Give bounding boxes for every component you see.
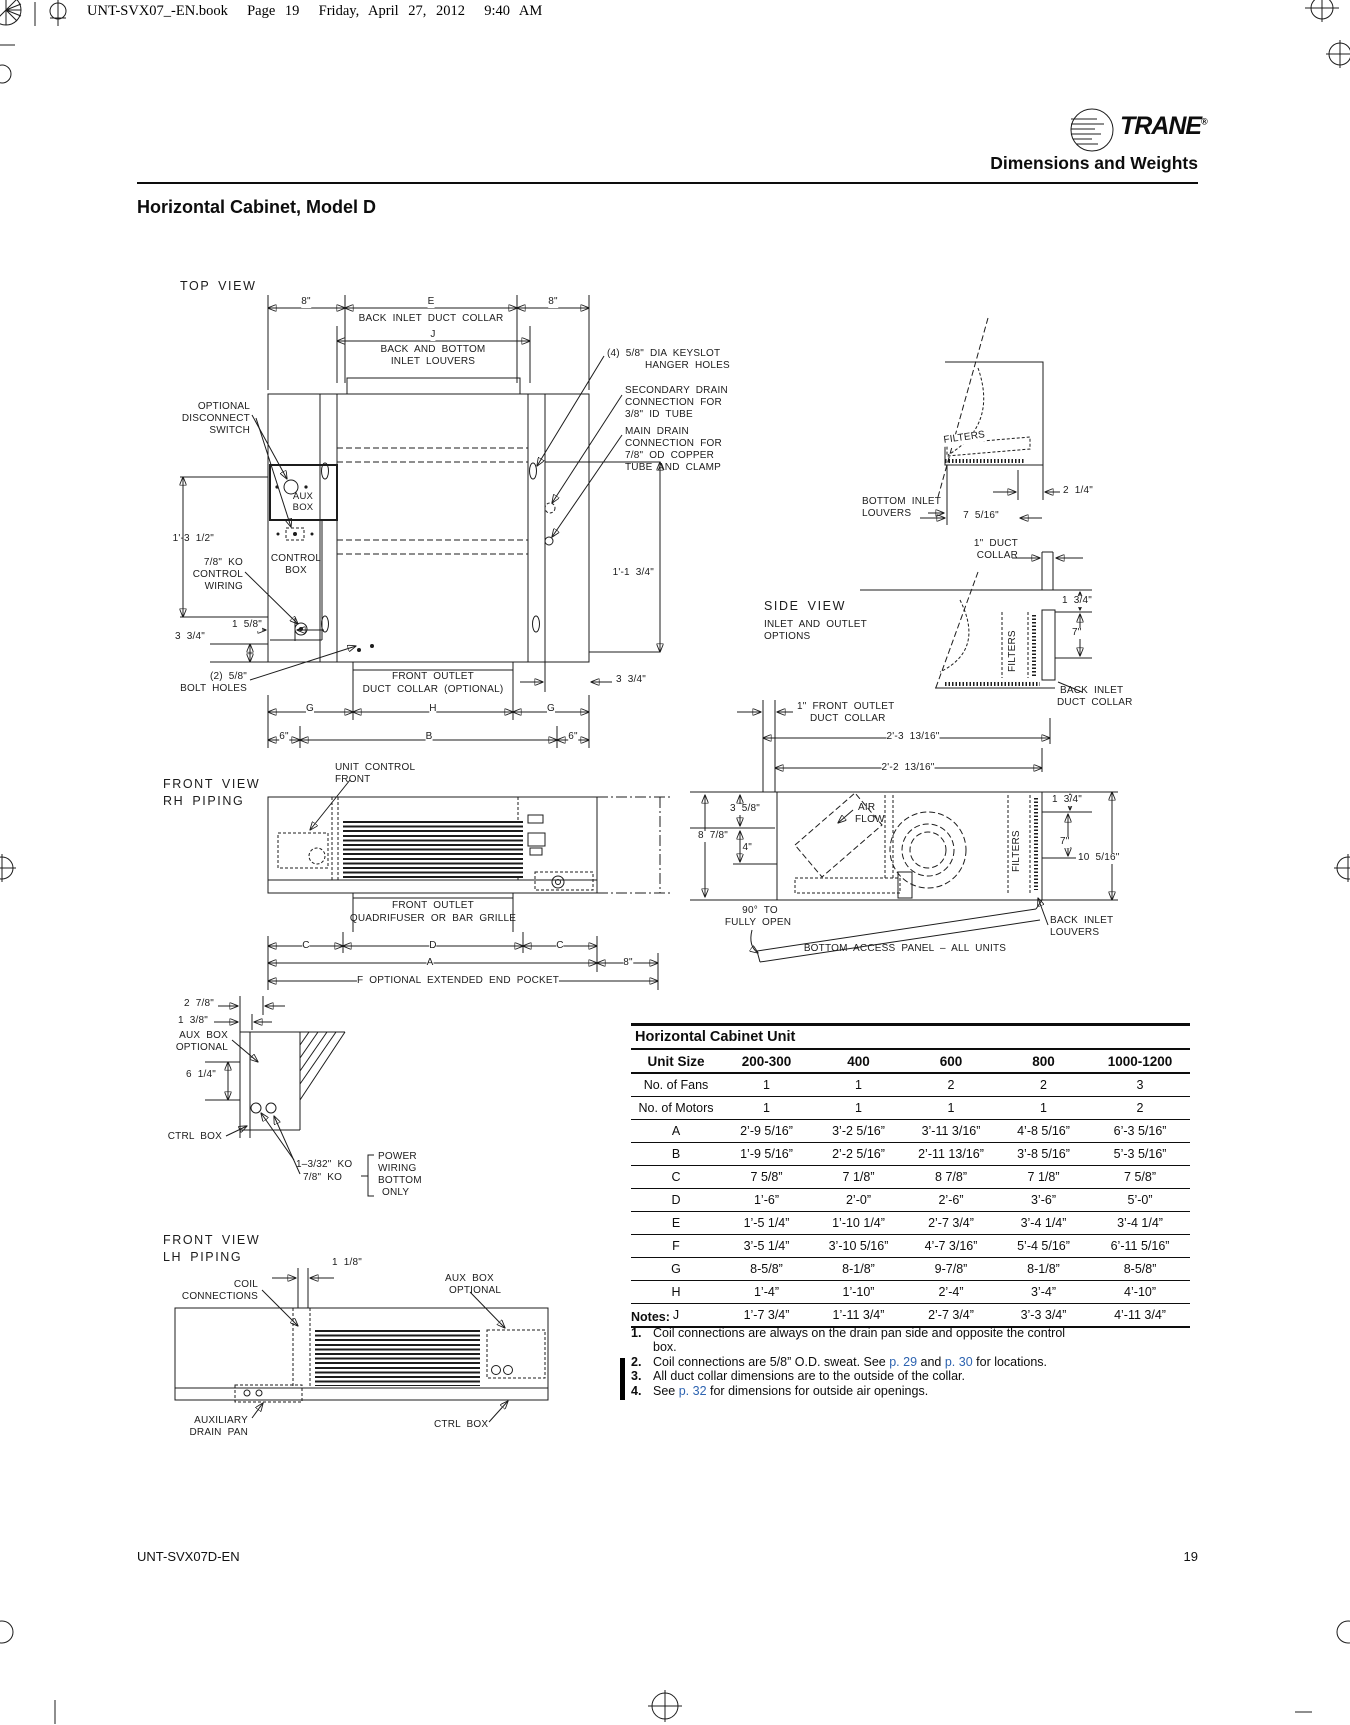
8: 8"	[301, 296, 311, 307]
row-label: D	[631, 1189, 721, 1212]
only: ONLY	[382, 1187, 410, 1198]
table-cell: 3’-8 5/16”	[997, 1143, 1090, 1166]
note-text	[653, 1369, 1191, 1384]
table-cell: 1	[721, 1073, 812, 1097]
connection-for: CONNECTION FOR	[625, 438, 722, 449]
note-number: 4.	[631, 1383, 642, 1398]
table-row	[631, 1235, 1190, 1258]
table-cell: 1’-4”	[721, 1281, 812, 1304]
box: BOX	[292, 502, 314, 513]
table-cell: 3’-4 1/4”	[1090, 1212, 1190, 1235]
4-5-8-dia-keyslot: (4) 5/8" DIA KEYSLOT	[607, 348, 721, 359]
table-row	[631, 1097, 1190, 1120]
table-cell: 8-5/8”	[721, 1258, 812, 1281]
note-segment: and	[917, 1354, 945, 1369]
row-label: F	[631, 1235, 721, 1258]
page-link[interactable]: p. 32	[678, 1383, 707, 1398]
row-label: C	[631, 1166, 721, 1189]
power: POWER	[378, 1151, 417, 1162]
90-to: 90° TO	[742, 905, 778, 916]
table-cell: 8-5/8”	[1090, 1258, 1190, 1281]
back-inlet: BACK INLET	[1060, 685, 1124, 696]
tube-and-clamp: TUBE AND CLAMP	[625, 462, 722, 473]
note-item	[631, 1384, 1191, 1399]
table-row	[631, 1166, 1190, 1189]
table-cell: 1	[812, 1097, 905, 1120]
table-cell: 5’-0”	[1090, 1189, 1190, 1212]
note-segment: for dimensions for outside air openings.	[706, 1383, 929, 1398]
j: J	[430, 329, 436, 340]
table-cell: 2’-7 3/4”	[905, 1304, 997, 1328]
note-item	[631, 1326, 1191, 1355]
table-cell: 2	[997, 1073, 1090, 1097]
optional: OPTIONAL	[197, 401, 250, 412]
table-cell: 2’-2 5/16”	[812, 1143, 905, 1166]
note-segment: box.	[653, 1340, 677, 1354]
table-row	[631, 1258, 1190, 1281]
table-cell: 7 1/8”	[997, 1166, 1090, 1189]
duct-collar: DUCT COLLAR	[1057, 697, 1133, 708]
row-label: No. of Fans	[631, 1073, 721, 1097]
table-cell: 1’-7 3/4”	[721, 1304, 812, 1328]
front-view-rh-art	[268, 780, 658, 990]
1-3-4: 1 3/4"	[1062, 595, 1092, 606]
front-outlet: FRONT OUTLET	[392, 671, 474, 682]
coil: COIL	[233, 1279, 258, 1290]
filters: FILTERS	[942, 429, 986, 446]
control: CONTROL	[270, 553, 322, 564]
table-title-row	[631, 1025, 1190, 1050]
1-front-outlet: 1" FRONT OUTLET	[797, 701, 895, 712]
notes-heading: Notes:	[631, 1310, 670, 1324]
bolt-holes: BOLT HOLES	[180, 683, 247, 694]
7-5-16: 7 5/16"	[963, 510, 999, 521]
g: G	[306, 703, 314, 714]
front: FRONT	[335, 774, 371, 785]
section-heading: Dimensions and Weights	[990, 153, 1198, 173]
table-cell: 1’-10 1/4”	[812, 1212, 905, 1235]
table-cell: 2’-11 13/16”	[905, 1143, 997, 1166]
back-inlet: BACK INLET	[1050, 915, 1114, 926]
row-label: E	[631, 1212, 721, 1235]
2-5-8: (2) 5/8"	[209, 671, 247, 682]
table-cell: 3’-5 1/4”	[721, 1235, 812, 1258]
table-cell: 3’-3 3/4”	[997, 1304, 1090, 1328]
6: 6"	[568, 731, 578, 742]
page-link[interactable]: p. 29	[889, 1354, 918, 1369]
2-1-4: 2 1/4"	[1063, 485, 1093, 496]
table-cell: 3	[1090, 1073, 1190, 1097]
table-cell: 3’-10 5/16”	[812, 1235, 905, 1258]
table-cell: 3’-6”	[997, 1189, 1090, 1212]
drain-pan: DRAIN PAN	[189, 1427, 248, 1438]
note-item	[631, 1369, 1191, 1384]
optional: OPTIONAL	[175, 1042, 228, 1053]
1-5-8: 1 5/8"	[232, 619, 262, 630]
table-cell: 2	[905, 1073, 997, 1097]
footer-doc-code: UNT-SVX07D-EN	[137, 1549, 240, 1564]
main-drain: MAIN DRAIN	[625, 426, 689, 437]
switch: SWITCH	[209, 425, 250, 436]
notes-list	[631, 1326, 1191, 1399]
table-row	[631, 1143, 1190, 1166]
b: B	[425, 731, 433, 742]
table-title: Horizontal Cabinet Unit	[631, 1025, 1190, 1050]
note-number: 3.	[631, 1369, 642, 1383]
aux-box: AUX BOX	[445, 1273, 494, 1284]
table-cell: 7 5/8”	[721, 1166, 812, 1189]
table-cell: 8-1/8”	[997, 1258, 1090, 1281]
6-1-4: 6 1/4"	[186, 1069, 216, 1080]
back-inlet-duct-collar: BACK INLET DUCT COLLAR	[358, 313, 504, 324]
side-view-lower-art	[597, 700, 1118, 962]
table-row	[631, 1120, 1190, 1143]
note-text	[653, 1384, 1191, 1399]
table-cell: 8-1/8”	[812, 1258, 905, 1281]
e: E	[427, 296, 435, 307]
table-cell: 1	[905, 1097, 997, 1120]
h: H	[429, 703, 437, 714]
c: C	[302, 940, 310, 951]
ctrl-box: CTRL BOX	[167, 1131, 222, 1142]
row-label: No. of Motors	[631, 1097, 721, 1120]
lh-piping: LH PIPING	[163, 1250, 243, 1264]
sideview-title: SIDE VIEW	[764, 599, 846, 613]
table-cell: 2’-7 3/4”	[905, 1212, 997, 1235]
filters: FILTERS	[1011, 830, 1022, 872]
3-5-8: 3 5/8"	[730, 803, 760, 814]
trane-logo	[1071, 109, 1113, 151]
col-header-1000-1200: 1000-1200	[1090, 1049, 1190, 1073]
note-segment: All duct collar dimensions are to the outside of the collar.	[653, 1369, 965, 1383]
note-segment: Coil connections are 5/8” O.D. sweat. See	[653, 1354, 890, 1369]
table-cell: 4’-10”	[1090, 1281, 1190, 1304]
box: BOX	[285, 565, 307, 576]
1-3-1-2: 1'-3 1/2"	[172, 533, 214, 544]
frontview-rh-title: FRONT VIEW	[163, 777, 261, 791]
inlet-and-outlet: INLET AND OUTLET	[764, 619, 867, 630]
table-cell: 1’-9 5/16”	[721, 1143, 812, 1166]
table-cell: 7 5/8”	[1090, 1166, 1190, 1189]
table-cell: 3’-2 5/16”	[812, 1120, 905, 1143]
wiring: WIRING	[204, 581, 243, 592]
optional: OPTIONAL	[449, 1285, 502, 1296]
section-rule	[137, 182, 1198, 184]
1-3-8: 1 3/8"	[178, 1015, 208, 1026]
f-optional-extended-end-pocket: F OPTIONAL EXTENDED END POCKET	[356, 975, 560, 986]
col-header-200-300: 200-300	[721, 1049, 812, 1073]
note-text	[653, 1355, 1191, 1370]
col-header-800: 800	[997, 1049, 1090, 1073]
table-cell: 1	[812, 1073, 905, 1097]
options: OPTIONS	[764, 631, 811, 642]
print-header: UNT-SVX07_-EN.book Page 19 Friday, April 27, 2012 9:40 AM	[87, 3, 543, 19]
col-header-400: 400	[812, 1049, 905, 1073]
1-3-32-ko: 1–3/32" KO	[296, 1159, 353, 1170]
8: 8"	[623, 957, 633, 968]
footer-page-number: 19	[1183, 1549, 1198, 1564]
8: 8"	[548, 296, 558, 307]
unit-control: UNIT CONTROL	[335, 762, 416, 773]
spec-table-body	[631, 1025, 1190, 1328]
row-label: J	[631, 1304, 721, 1328]
spec-table	[631, 1023, 1190, 1328]
table-cell: 7 1/8”	[812, 1166, 905, 1189]
aux: AUX	[292, 491, 314, 502]
table-cell: 2’-6”	[905, 1189, 997, 1212]
note-item	[631, 1355, 1191, 1370]
table-cell: 3’-11 3/16”	[905, 1120, 997, 1143]
page-title: Horizontal Cabinet, Model D	[137, 197, 377, 217]
duct-collar: DUCT COLLAR	[810, 713, 886, 724]
registered-mark: ®	[1201, 116, 1207, 127]
back-and-bottom: BACK AND BOTTOM	[380, 344, 486, 355]
topview-title: TOP VIEW	[180, 279, 257, 293]
3-3-4: 3 3/4"	[616, 674, 646, 685]
table-cell: 3’-4 1/4”	[997, 1212, 1090, 1235]
bottom-access-panel-all-units: BOTTOM ACCESS PANEL – ALL UNITS	[803, 943, 1007, 954]
bottom-inlet: BOTTOM INLET	[862, 496, 942, 507]
fully-open: FULLY OPEN	[724, 917, 792, 928]
note-number: 2.	[631, 1354, 642, 1369]
row-label: G	[631, 1258, 721, 1281]
filters: FILTERS	[1007, 630, 1018, 672]
table-cell: 6’-11 5/16”	[1090, 1235, 1190, 1258]
a: A	[426, 957, 434, 968]
table-cell: 2’-9 5/16”	[721, 1120, 812, 1143]
flow: FLOW	[855, 814, 885, 825]
4: 4"	[742, 842, 752, 853]
table-row	[631, 1212, 1190, 1235]
aux-box: AUX BOX	[179, 1030, 228, 1041]
revision-bar	[620, 1358, 625, 1400]
1-1-8: 1 1/8"	[332, 1257, 362, 1268]
table-cell: 1	[997, 1097, 1090, 1120]
6: 6"	[279, 731, 289, 742]
control: CONTROL	[192, 569, 243, 580]
secondary-drain: SECONDARY DRAIN	[625, 385, 728, 396]
side-view-mid-art	[860, 552, 1092, 692]
inlet-louvers: INLET LOUVERS	[390, 356, 476, 367]
table-cell: 5’-4 5/16”	[997, 1235, 1090, 1258]
c: C	[556, 940, 564, 951]
table-cell: 3’-4”	[997, 1281, 1090, 1304]
table-cell: 1’-11 3/4”	[812, 1304, 905, 1328]
hanger-holes: HANGER HOLES	[645, 360, 730, 371]
front-outlet: FRONT OUTLET	[392, 900, 474, 911]
table-cell: 8 7/8”	[905, 1166, 997, 1189]
note-segment: for locations.	[972, 1354, 1048, 1369]
col-header-unit-size: Unit Size	[631, 1049, 721, 1073]
10-5-16: 10 5/16"	[1078, 852, 1120, 863]
1-1-3-4: 1'-1 3/4"	[612, 567, 654, 578]
7-8-od-copper: 7/8" OD COPPER	[625, 450, 715, 461]
3-3-4: 3 3/4"	[175, 631, 205, 642]
side-view-upper-art	[920, 318, 1060, 525]
table-header-row	[631, 1049, 1190, 1073]
7: 7"	[1072, 627, 1082, 638]
1-duct: 1" DUCT	[973, 538, 1018, 549]
2-2-13-16: 2'-2 13/16"	[881, 762, 935, 773]
table-cell: 5’-3 5/16”	[1090, 1143, 1190, 1166]
table-cell: 4’-8 5/16”	[997, 1120, 1090, 1143]
disconnect: DISCONNECT	[181, 413, 250, 424]
ctrl-box: CTRL BOX	[434, 1419, 489, 1430]
table-cell: 2’-4”	[905, 1281, 997, 1304]
row-label: B	[631, 1143, 721, 1166]
row-label: H	[631, 1281, 721, 1304]
table-row	[631, 1281, 1190, 1304]
table-cell: 1’-10”	[812, 1281, 905, 1304]
wiring: WIRING	[378, 1163, 417, 1174]
lh-outlet-grille	[315, 1330, 480, 1386]
rh-outlet-grille	[343, 821, 523, 878]
notes-block	[631, 1310, 1191, 1398]
table-cell: 4’-7 3/16”	[905, 1235, 997, 1258]
table-cell: 2’-0”	[812, 1189, 905, 1212]
bottom: BOTTOM	[378, 1175, 422, 1186]
d: D	[429, 940, 437, 951]
table-cell: 2	[1090, 1097, 1190, 1120]
2-3-13-16: 2'-3 13/16"	[886, 731, 940, 742]
note-segment: See	[653, 1383, 679, 1398]
g: G	[547, 703, 555, 714]
note-text	[653, 1326, 1191, 1355]
frontview-lh-title: FRONT VIEW	[163, 1233, 261, 1247]
trane-wordmark: TRANE®	[1120, 112, 1207, 140]
note-segment: Coil connections are always on the drain pan side and opposite the control	[653, 1325, 1066, 1340]
row-label: A	[631, 1120, 721, 1143]
duct-collar-optional: DUCT COLLAR (OPTIONAL)	[362, 684, 504, 695]
table-row	[631, 1073, 1190, 1097]
page-link[interactable]: p. 30	[944, 1354, 973, 1369]
table-row	[631, 1189, 1190, 1212]
quadrifuser-or-bar-grille: QUADRIFUSER OR BAR GRILLE	[349, 913, 517, 924]
table-cell: 1’-5 1/4”	[721, 1212, 812, 1235]
7-8-ko: 7/8" KO	[303, 1172, 343, 1183]
7-8-ko: 7/8" KO	[203, 557, 243, 568]
7: 7"	[1060, 836, 1070, 847]
louvers: LOUVERS	[862, 508, 912, 519]
air: AIR	[858, 802, 876, 813]
1-3-4: 1 3/4"	[1052, 794, 1082, 805]
louvers: LOUVERS	[1050, 927, 1100, 938]
table-cell: 4’-11 3/4”	[1090, 1304, 1190, 1328]
table-cell: 6’-3 5/16”	[1090, 1120, 1190, 1143]
connections: CONNECTIONS	[181, 1291, 258, 1302]
col-header-600: 600	[905, 1049, 997, 1073]
table-cell: 1	[721, 1097, 812, 1120]
2-7-8: 2 7/8"	[184, 998, 214, 1009]
table-cell: 9-7/8”	[905, 1258, 997, 1281]
auxiliary: AUXILIARY	[194, 1415, 248, 1426]
table-cell: 1’-6”	[721, 1189, 812, 1212]
connection-for: CONNECTION FOR	[625, 397, 722, 408]
rh-piping: RH PIPING	[163, 794, 245, 808]
collar: COLLAR	[976, 550, 1018, 561]
3-8-id-tube: 3/8" ID TUBE	[625, 409, 693, 420]
8-7-8: 8 7/8"	[698, 830, 728, 841]
note-number: 1.	[631, 1325, 642, 1340]
